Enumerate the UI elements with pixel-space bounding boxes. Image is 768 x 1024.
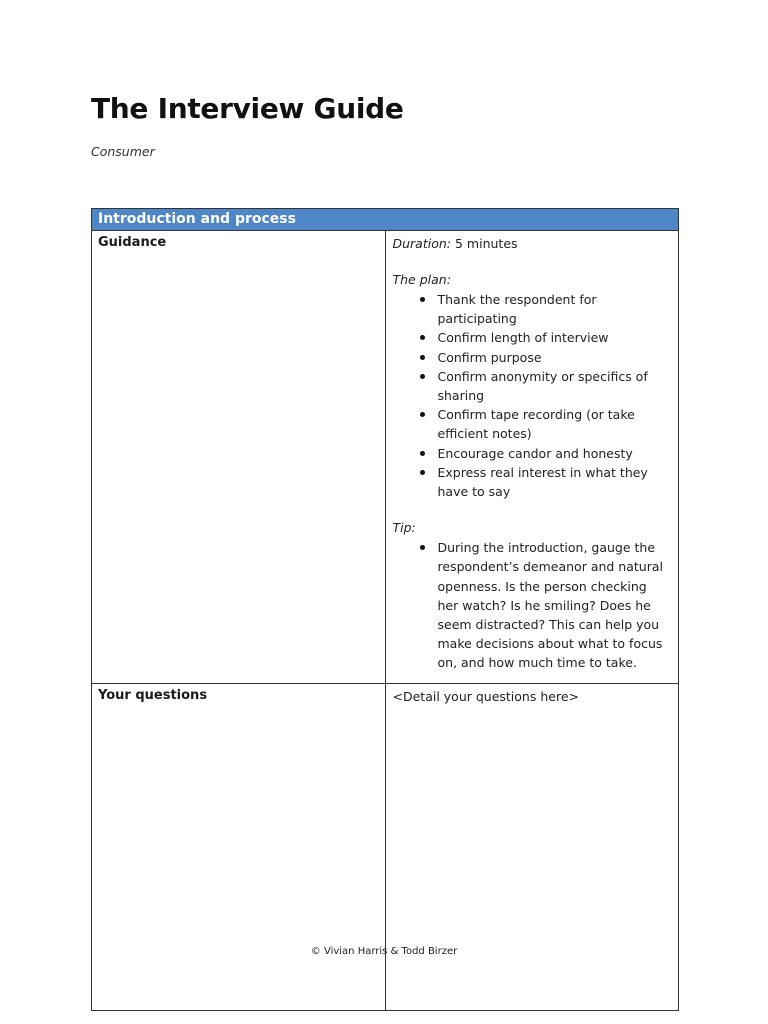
section-header: Introduction and process (92, 209, 679, 231)
plan-item: Express real interest in what they have to say (438, 463, 672, 501)
questions-label: Your questions (92, 683, 386, 1010)
tip-list (393, 538, 672, 672)
page-subtitle: Consumer (91, 144, 155, 159)
guidance-label: Guidance (92, 231, 386, 684)
plan-list (393, 290, 672, 501)
footer-copyright: © Vivian Harris & Todd Birzer (310, 946, 458, 957)
plan-item: Confirm length of interview (438, 328, 672, 347)
plan-item: Confirm purpose (438, 348, 672, 367)
plan-item: Encourage candor and honesty (438, 444, 672, 463)
tip-item: During the introduction, gauge the respondent’s demeanor and natural openness. Is the person checking her watch? Is he smiling? Does he seem distracted? This can help you make decisions about what to focus on, and how much time to take. (438, 538, 672, 672)
duration-label: Duration: (392, 236, 452, 251)
page-title: The Interview Guide (91, 92, 404, 125)
tip-label: Tip: (392, 520, 416, 536)
guidance-content (385, 231, 679, 684)
plan-item: Confirm anonymity or specifics of sharing (438, 367, 672, 405)
questions-row (92, 683, 679, 1010)
duration-line (393, 234, 672, 253)
plan-item: Thank the respondent for participating (438, 290, 672, 328)
interview-guide-table (91, 208, 679, 1011)
plan-label: The plan: (392, 272, 451, 287)
duration-value: 5 minutes (455, 236, 518, 251)
questions-content[interactable]: <Detail your questions here> (385, 683, 679, 1010)
guidance-row (92, 231, 679, 684)
plan-item: Confirm tape recording (or take efficient notes) (438, 405, 672, 443)
